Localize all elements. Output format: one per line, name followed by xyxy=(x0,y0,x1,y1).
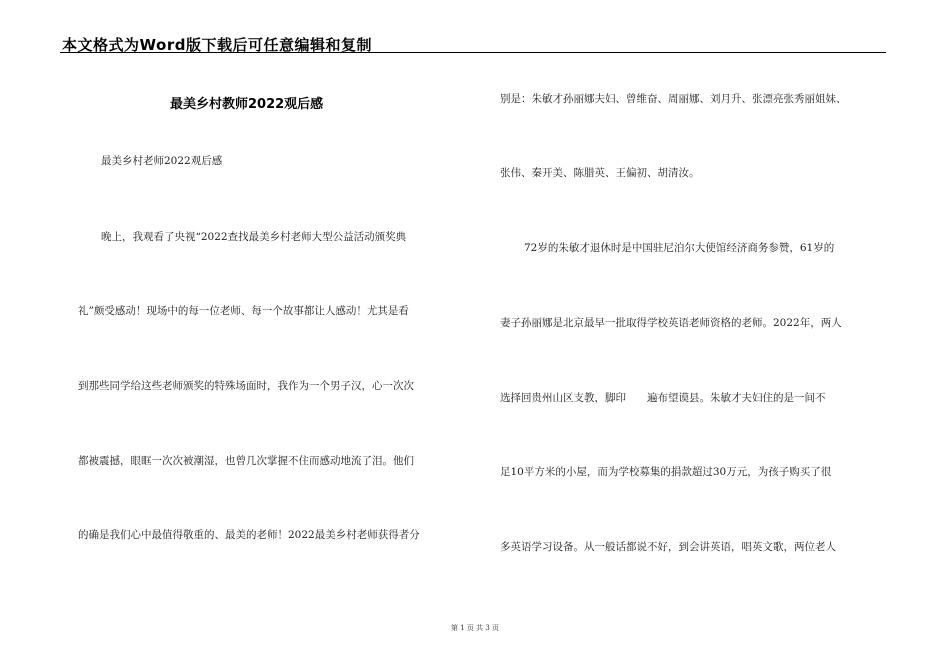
right-line-4: 妻子孙丽娜是北京最早一批取得学校英语老师资格的老师。2022年，两人 xyxy=(500,317,842,329)
right-line-2: 张伟、秦开美、陈腊英、王偏初、胡清汝。 xyxy=(500,167,700,179)
right-line-3: 72岁的朱敏才退休时是中国驻尼泊尔大使馆经济商务参赞，61岁的 xyxy=(524,242,835,254)
header-divider xyxy=(60,52,886,53)
left-line-6: 的确是我们心中最值得敬重的、最美的老师！2022最美乡村老师获得者分 xyxy=(78,529,420,541)
left-line-4: 到那些同学给这些老师颁奖的特殊场面时，我作为一个男子汉，心一次次 xyxy=(78,380,414,392)
page-number: 第 1 页 共 3 页 xyxy=(450,624,500,632)
right-line-5: 选择回贵州山区支教，脚印 遍布望谟县。朱敏才夫妇住的是一间不 xyxy=(500,392,826,404)
left-line-5: 都被震撼，眼眶一次次被潮湿，也曾几次掌握不住而感动地流了泪。他们 xyxy=(78,455,414,467)
document-header: 本文格式为Word版下载后可任意编辑和复制 xyxy=(62,36,372,54)
left-line-1: 最美乡村老师2022观后感 xyxy=(101,155,223,167)
left-line-3: 礼”颇受感动！现场中的每一位老师、每一个故事都让人感动！尤其是看 xyxy=(78,305,409,317)
right-line-7: 多英语学习设备。从一般话都说不好，到会讲英语，唱英文歌，两位老人 xyxy=(500,541,836,553)
document-title: 最美乡村教师2022观后感 xyxy=(170,97,324,112)
right-line-1: 别是：朱敏才孙丽娜夫妇、曾维奋、周丽娜、刘月升、张漂亮张秀丽姐妹、 xyxy=(500,93,847,105)
left-line-2: 晚上，我观看了央视“2022查找最美乡村老师大型公益活动颁奖典 xyxy=(101,231,407,243)
right-line-6: 足10平方米的小屋，而为学校募集的捐款超过30万元，为孩子购买了很 xyxy=(500,466,832,478)
